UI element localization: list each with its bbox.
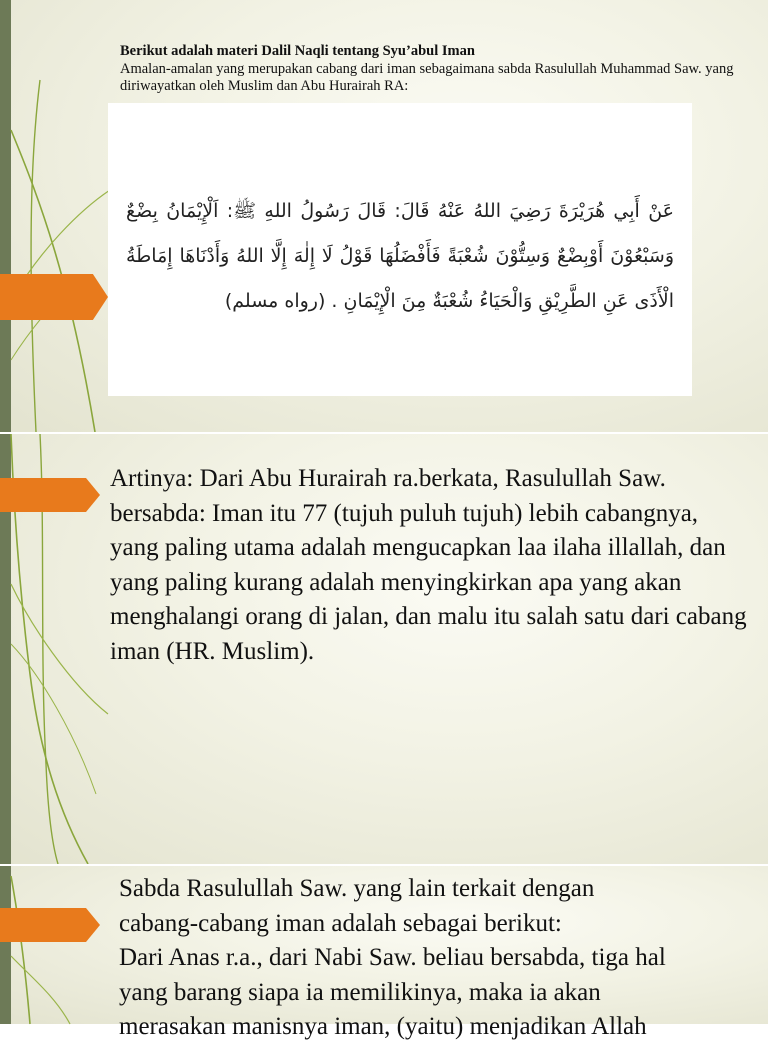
slide-arrow-marker — [0, 908, 100, 942]
slide-3-paragraph — [119, 872, 759, 1045]
slide-1 — [0, 0, 768, 432]
arabic-hadith-image — [108, 103, 692, 396]
slide-intro: Amalan-amalan yang merupakan cabang dari iman sebagaimana sabda Rasulullah Muhammad Saw. yang diriwayatkan oleh Muslim dan Abu Hurairah RA: — [120, 61, 734, 94]
slide-3 — [0, 866, 768, 1040]
paragraph-line: Dari Anas r.a., dari Nabi Saw. beliau bersabda, tiga hal — [119, 944, 666, 971]
paragraph-line: merasakan manisnya iman, (yaitu) menjadikan Allah — [119, 1013, 647, 1040]
slide-heading: Berikut adalah materi Dalil Naqli tentang Syu’abul Iman — [120, 43, 475, 59]
translation-paragraph: Artinya: Dari Abu Hurairah ra.berkata, Rasulullah Saw. bersabda: Iman itu 77 (tujuh puluh tujuh) lebih cabangnya, yang paling utama adalah mengucapkan laa ilaha illallah, dan yang paling kurang adalah menyingkirkan apa yang akan menghalangi orang di jalan, dan malu itu salah satu dari cabang iman (HR. Muslim). — [110, 465, 747, 665]
paragraph-line: Sabda Rasulullah Saw. yang lain terkait dengan — [119, 875, 595, 902]
slide-arrow-marker — [0, 274, 108, 320]
paragraph-line: cabang-cabang iman adalah sebagai berikut: — [119, 909, 562, 937]
slide-arrow-marker — [0, 478, 100, 512]
arabic-hadith-text: عَنْ أَبِي هُرَيْرَةَ رَضِيَ اللهُ عَنْهُ قَالَ: قَالَ رَسُولُ اللهِ ﷺ: اَلْإِيْمَانُ بِضْعٌ وَسَبْعُوْنَ أَوْبِضْعٌ وَسِتُّوْنَ شُعْبَةً فَأَفْضَلُهَا قَوْلُ لَا إِلٰهَ إِلَّا اللهُ وَأَدْنَاهَا إِمَاطَةُ الْأَذَى عَنِ الطَّرِيْقِ وَالْحَيَاءُ شُعْبَةٌ مِنَ الْإِيْمَانِ . (رواه مسلم) — [126, 200, 674, 312]
slide-1-text — [120, 43, 740, 95]
paragraph-line: yang barang siapa ia memilikinya, maka ia akan — [119, 978, 601, 1006]
slide-2 — [0, 434, 768, 864]
